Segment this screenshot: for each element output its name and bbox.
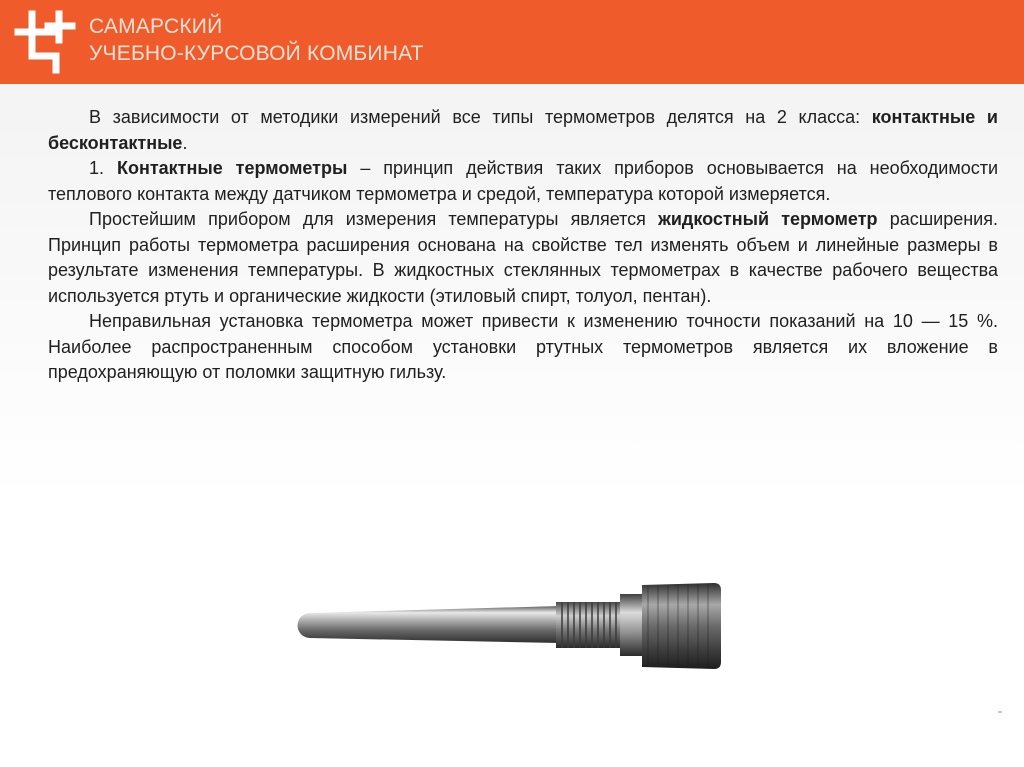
paragraph-intro [48, 105, 998, 156]
header-bar [0, 0, 1024, 84]
installation-text: Неправильная установка термометра может привести к изменению точности показаний на 10 — 15 %. Наиболее распространенным способом установки ртутных термометров является их вложение в предохраняющую от поломки защитную гильзу. [48, 311, 998, 382]
brand-name [89, 13, 424, 67]
contact-number: 1. [89, 158, 117, 178]
intro-bold: контактные и бесконтактные [48, 107, 998, 153]
thermometer-protective-sleeve-photo-icon [288, 575, 728, 680]
liquid-text-1: Простейшим прибором для измерения температуры является [89, 209, 659, 229]
liquid-bold: жидкостный термометр [658, 209, 878, 229]
contact-text: – принцип действия таких приборов основывается на необходимости теплового контакта между датчиком термометра и средой, температура которой измеряется. [48, 158, 999, 204]
liquid-text-2: расширения. Принцип работы термометра расширения основана на свойстве тел изменять объем и линейные размеры в результате изменения температуры. В жидкостных стеклянных термометрах в качестве рабочего вещества используется ртуть и органические жидкости (этиловый спирт, толуол, пентан). [48, 209, 998, 306]
double-t-cross-logo-icon [12, 8, 78, 76]
brand-line-2: УЧЕБНО-КУРСОВОЙ КОМБИНАТ [89, 42, 424, 65]
contact-bold: Контактные термометры [116, 158, 348, 178]
paragraph-liquid-thermometer [48, 207, 998, 309]
intro-text: В зависимости от методики измерений все типы термометров делятся на 2 класса: [89, 107, 872, 127]
corner-mark [998, 711, 1002, 713]
brand-line-1: САМАРСКИЙ [89, 15, 223, 38]
body-text [48, 105, 998, 386]
paragraph-contact-thermometers [48, 156, 998, 207]
paragraph-installation [48, 309, 998, 386]
intro-end: . [182, 132, 188, 153]
